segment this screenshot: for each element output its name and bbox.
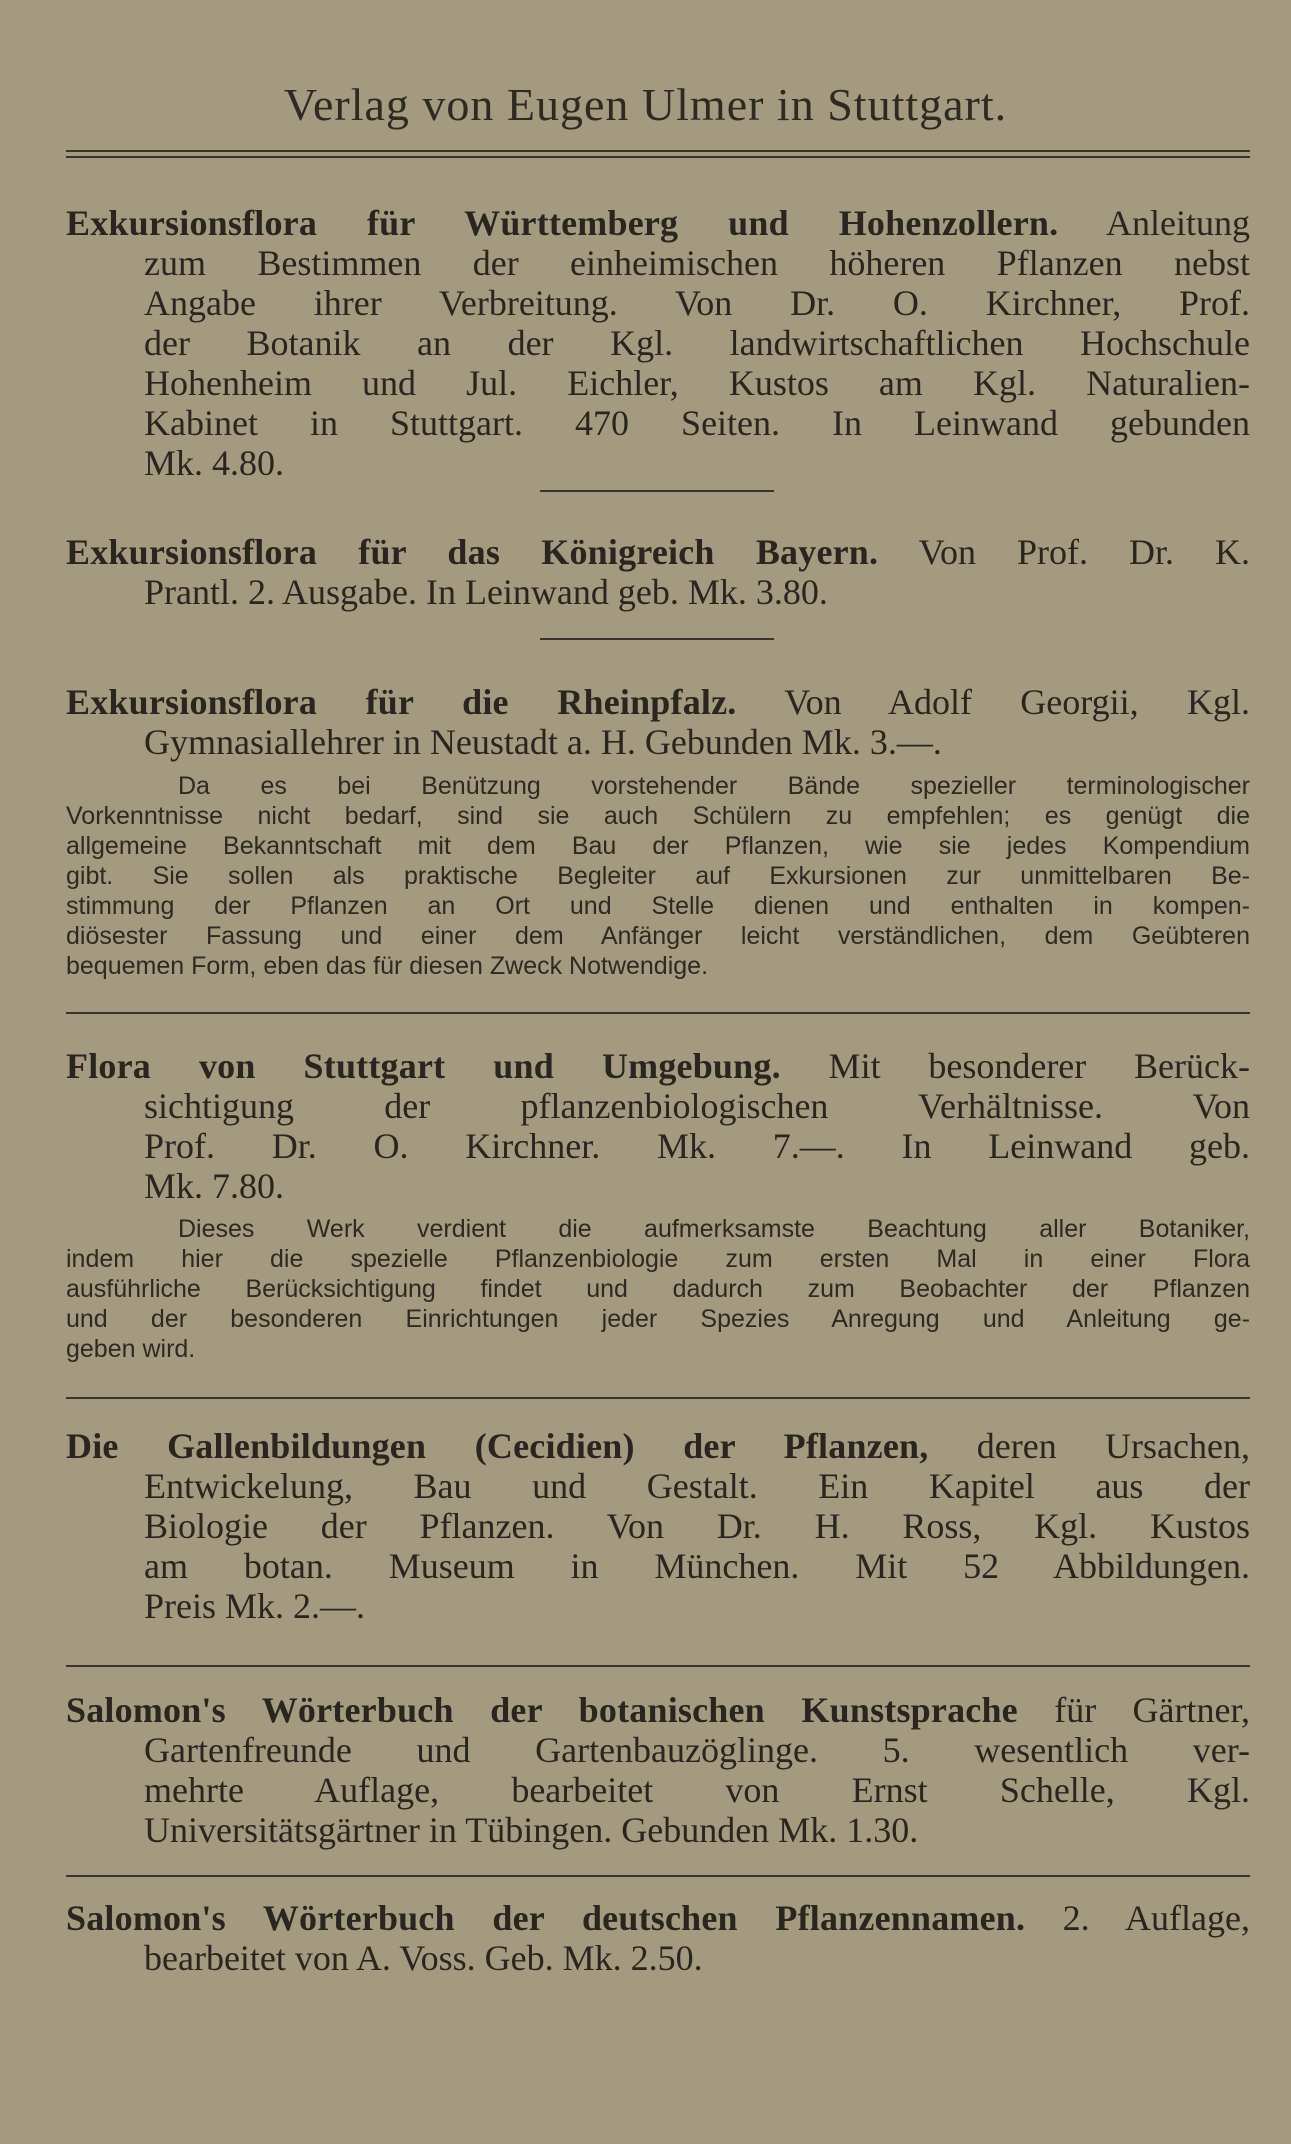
note-line: stimmung der Pflanzen an Ort und Stelle dienen und enthalten in kompen- [66,892,1250,920]
note-line: gibt. Sie sollen als praktische Begleiter auf Exkursionen zur unmittelbaren Be- [66,862,1250,890]
note-line: Dieses Werk verdient die aufmerksamste Beachtung aller Botaniker, [178,1215,1250,1243]
entry-line: der Botanik an der Kgl. landwirtschaftlichen Hochschule [144,323,1250,363]
entry-text: Von Adolf Georgii, Kgl. [736,682,1250,722]
note-line: indem hier die spezielle Pflanzenbiologie zum ersten Mal in einer Flora [66,1245,1250,1273]
entry-line: bearbeitet von A. Voss. Geb. Mk. 2.50. [144,1938,703,1978]
entry-title: Salomon's Wörterbuch der botanischen Kunstsprache [66,1690,1018,1730]
entry-text: deren Ursachen, [928,1426,1250,1466]
entry-line: am botan. Museum in München. Mit 52 Abbildungen. [144,1546,1250,1586]
entry-line [66,1046,1250,1086]
entry-text: Von Prof. Dr. K. [878,532,1250,572]
entry-title: Die Gallenbildungen (Cecidien) der Pflanzen, [66,1426,929,1466]
entry-note-stuttgart [66,1214,1250,1364]
section-divider [66,1665,1250,1667]
entry-line: Universitätsgärtner in Tübingen. Gebunden Mk. 1.30. [144,1810,919,1850]
entry-pflanzennamen [66,1898,1250,1978]
entry-wuerttemberg [66,203,1250,483]
entry-line: Mk. 7.80. [144,1166,285,1206]
entry-line [66,1426,1250,1466]
entry-line: Preis Mk. 2.—. [144,1586,366,1626]
entry-line: mehrte Auflage, bearbeitet von Ernst Schelle, Kgl. [144,1770,1250,1810]
entry-title: Flora von Stuttgart und Umgebung. [66,1046,781,1086]
note-line: Vorkenntnisse nicht bedarf, sind sie auch Schülern zu empfehlen; es genügt die [66,802,1250,830]
short-divider [540,490,774,492]
note-line: bequemen Form, eben das für diesen Zweck Notwendige. [66,952,709,980]
entry-line: sichtigung der pflanzenbiologischen Verhältnisse. Von [144,1086,1250,1126]
entry-line [66,1690,1250,1730]
entry-title: Salomon's Wörterbuch der deutschen Pflanzennamen. [66,1898,1026,1938]
entry-text: Mit besonderer Berück- [780,1046,1250,1086]
note-line: Da es bei Benützung vorstehender Bände spezieller terminologischer [178,772,1250,800]
entry-line: Prof. Dr. O. Kirchner. Mk. 7.—. In Leinwand geb. [144,1126,1250,1166]
entry-line [66,682,1250,722]
entry-line [66,1898,1250,1938]
entry-note-rheinpfalz [66,771,1250,981]
section-divider [66,1397,1250,1399]
entry-line: Angabe ihrer Verbreitung. Von Dr. O. Kirchner, Prof. [144,283,1250,323]
entry-bayern [66,532,1250,612]
entry-gallenbildungen [66,1426,1250,1626]
entry-line: Prantl. 2. Ausgabe. In Leinwand geb. Mk. 3.80. [144,572,828,612]
note-line: diösester Fassung und einer dem Anfänger leicht verständlichen, dem Geübteren [66,922,1250,950]
entry-line [66,203,1250,243]
entry-line: Gymnasiallehrer in Neustadt a. H. Gebunden Mk. 3.—. [144,722,942,762]
note-line: ausführliche Berücksichtigung findet und dadurch zum Beobachter der Pflanzen [66,1275,1250,1303]
entry-line: Biologie der Pflanzen. Von Dr. H. Ross, Kgl. Kustos [144,1506,1250,1546]
entry-line: zum Bestimmen der einheimischen höheren Pflanzen nebst [144,243,1250,283]
short-divider [540,638,774,640]
page-header: Verlag von Eugen Ulmer in Stuttgart. [283,79,1008,130]
entry-text: 2. Auflage, [1025,1898,1250,1938]
entry-text: für Gärtner, [1017,1690,1250,1730]
entry-line: Gartenfreunde und Gartenbauzöglinge. 5. wesentlich ver- [144,1730,1250,1770]
entry-text: Anleitung [1058,203,1250,243]
note-line: und der besonderen Einrichtungen jeder Spezies Anregung und Anleitung ge- [66,1305,1250,1333]
entry-title: Exkursionsflora für die Rheinpfalz. [66,682,737,722]
note-line: geben wird. [66,1335,196,1363]
section-divider [66,1012,1250,1014]
section-divider [66,1875,1250,1877]
entry-title: Exkursionsflora für das Königreich Bayern. [66,532,879,572]
note-line: allgemeine Bekanntschaft mit dem Bau der Pflanzen, wie sie jedes Kompendium [66,832,1250,860]
entry-line [66,532,1250,572]
entry-line: Entwickelung, Bau und Gestalt. Ein Kapitel aus der [144,1466,1250,1506]
entry-line: Kabinet in Stuttgart. 470 Seiten. In Leinwand gebunden [144,403,1250,443]
entry-line: Hohenheim und Jul. Eichler, Kustos am Kgl. Naturalien- [144,363,1250,403]
entry-rheinpfalz [66,682,1250,762]
header-double-rule [66,150,1250,158]
entry-kunstsprache [66,1690,1250,1850]
entry-stuttgart [66,1046,1250,1206]
entry-line: Mk. 4.80. [144,443,285,483]
entry-title: Exkursionsflora für Württemberg und Hohenzollern. [66,203,1059,243]
